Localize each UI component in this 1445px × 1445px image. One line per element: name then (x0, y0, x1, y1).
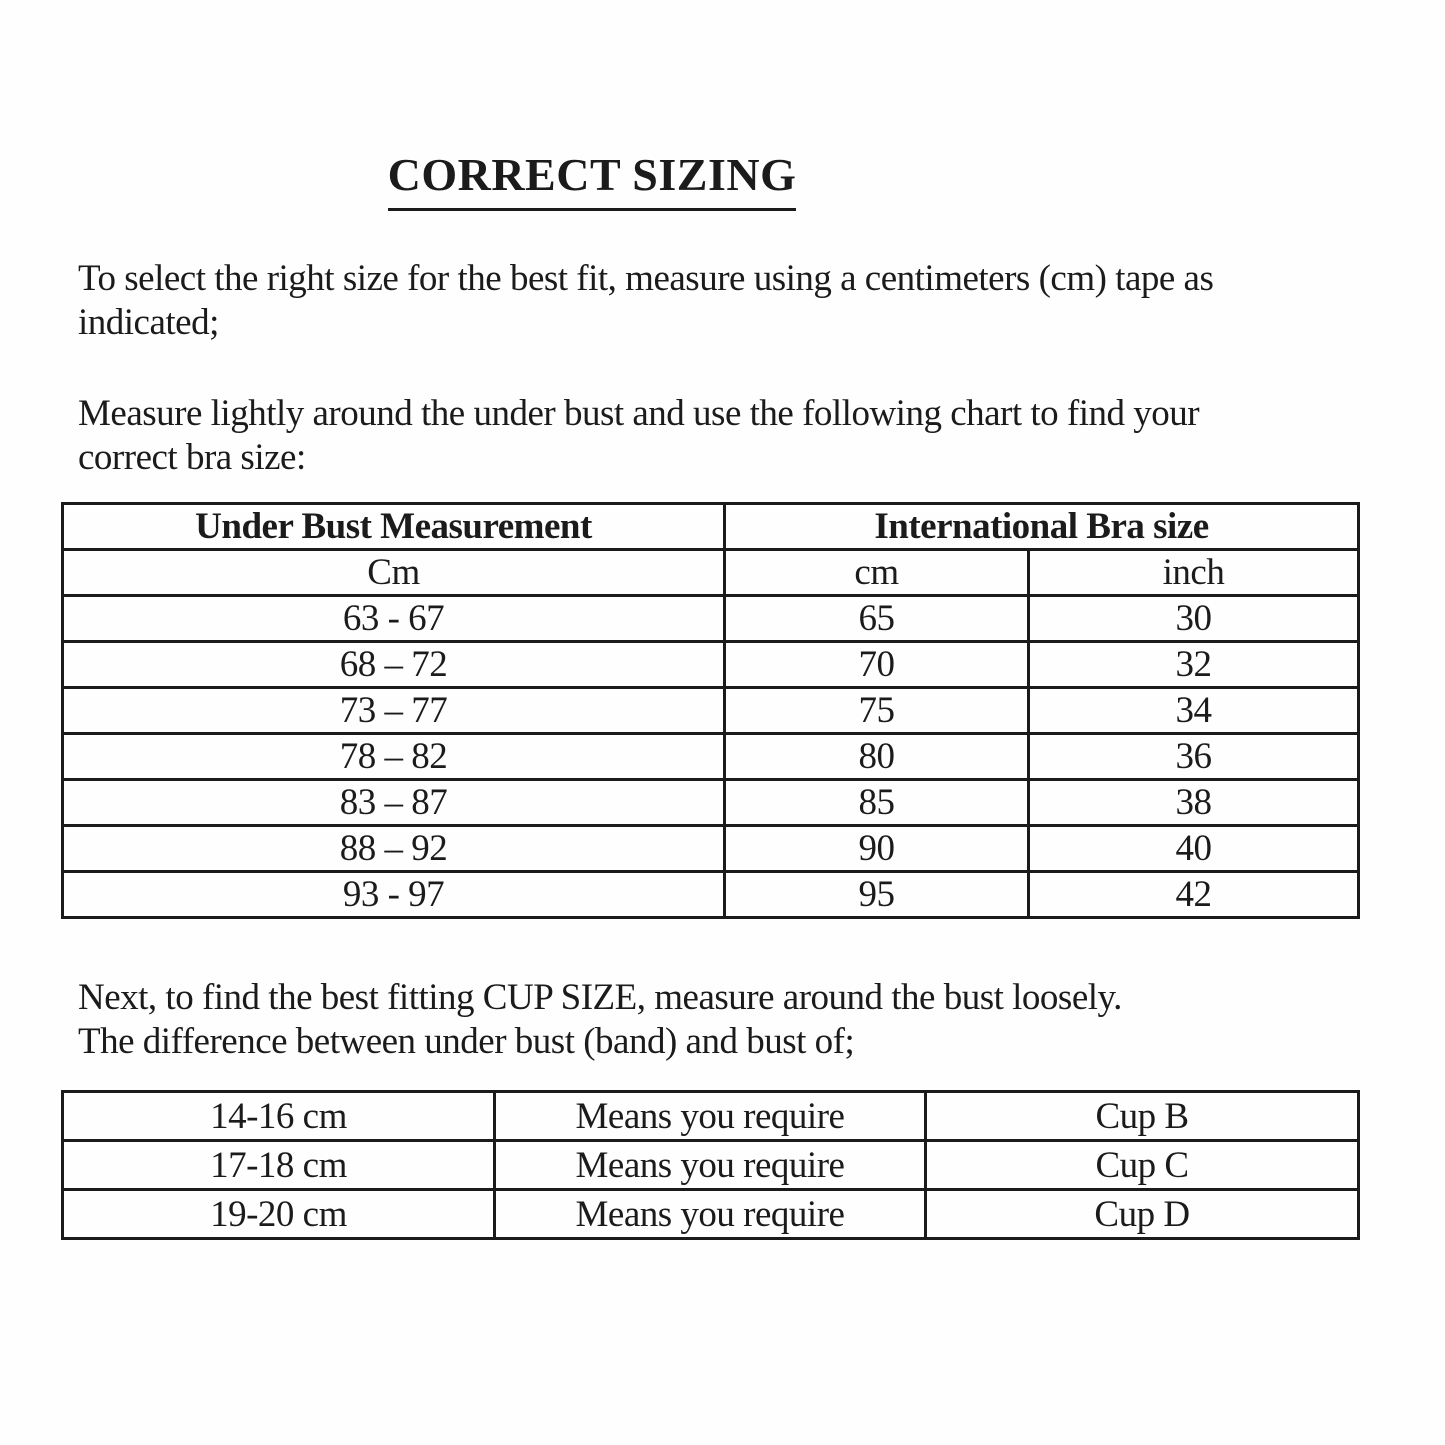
table-row (63, 1141, 1359, 1190)
table-cell-band-cm: 80 (725, 734, 1029, 780)
table-cell-band-inch: 42 (1029, 872, 1359, 918)
band-table-subheader-row (63, 550, 1359, 596)
header-under-bust-measurement: Under Bust Measurement (63, 504, 725, 550)
table-row (63, 642, 1359, 688)
table-cell-cup-size: Cup D (926, 1190, 1359, 1239)
table-row (63, 872, 1359, 918)
table-cell-band-inch: 30 (1029, 596, 1359, 642)
table-cell-difference-range: 17-18 cm (63, 1141, 495, 1190)
table-cell-cup-size: Cup C (926, 1141, 1359, 1190)
table-cell-means-you-require: Means you require (495, 1141, 926, 1190)
table-cell-band-inch: 38 (1029, 780, 1359, 826)
table-row (63, 826, 1359, 872)
table-cell-band-inch: 36 (1029, 734, 1359, 780)
intro-paragraph (0, 257, 1445, 345)
cup-note-line-1: Next, to find the best fitting CUP SIZE, measure around the bust loosely. (78, 977, 1122, 1018)
table-cell-means-you-require: Means you require (495, 1190, 926, 1239)
table-cell-means-you-require: Means you require (495, 1092, 926, 1141)
subheader-cm-bra: cm (725, 550, 1029, 596)
page-title: CORRECT SIZING (388, 148, 797, 211)
table-cell-band-cm: 70 (725, 642, 1029, 688)
table-cell-under-bust: 68 – 72 (63, 642, 725, 688)
table-cell-under-bust: 83 – 87 (63, 780, 725, 826)
cup-size-table (61, 1090, 1360, 1240)
subheader-cm-under-bust: Cm (63, 550, 725, 596)
cup-note-paragraph (0, 976, 1445, 1064)
table-cell-band-cm: 90 (725, 826, 1029, 872)
table-row (63, 1190, 1359, 1239)
table-cell-band-inch: 32 (1029, 642, 1359, 688)
table-row (63, 734, 1359, 780)
table-cell-band-inch: 40 (1029, 826, 1359, 872)
table-row (63, 688, 1359, 734)
band-size-table (61, 502, 1360, 919)
cup-note-line-2: The difference between under bust (band) and bust of; (78, 1021, 855, 1062)
band-table-header-row (63, 504, 1359, 550)
measure-note-paragraph (0, 392, 1445, 480)
table-cell-band-cm: 95 (725, 872, 1029, 918)
table-cell-band-cm: 85 (725, 780, 1029, 826)
table-row (63, 1092, 1359, 1141)
measure-note-line-2: correct bra size: (78, 437, 306, 478)
subheader-inch-bra: inch (1029, 550, 1359, 596)
header-international-bra-size: International Bra size (725, 504, 1359, 550)
table-cell-under-bust: 73 – 77 (63, 688, 725, 734)
table-row (63, 596, 1359, 642)
table-row (63, 780, 1359, 826)
intro-line-1: To select the right size for the best fit, measure using a centimeters (cm) tape as (78, 258, 1214, 299)
table-cell-under-bust: 88 – 92 (63, 826, 725, 872)
table-cell-cup-size: Cup B (926, 1092, 1359, 1141)
table-cell-under-bust: 63 - 67 (63, 596, 725, 642)
table-cell-band-inch: 34 (1029, 688, 1359, 734)
intro-line-2: indicated; (78, 302, 219, 343)
table-cell-band-cm: 75 (725, 688, 1029, 734)
table-cell-difference-range: 14-16 cm (63, 1092, 495, 1141)
table-cell-band-cm: 65 (725, 596, 1029, 642)
table-cell-difference-range: 19-20 cm (63, 1190, 495, 1239)
measure-note-line-1: Measure lightly around the under bust and use the following chart to find your (78, 393, 1200, 434)
table-cell-under-bust: 93 - 97 (63, 872, 725, 918)
table-cell-under-bust: 78 – 82 (63, 734, 725, 780)
title-row (0, 0, 1184, 211)
